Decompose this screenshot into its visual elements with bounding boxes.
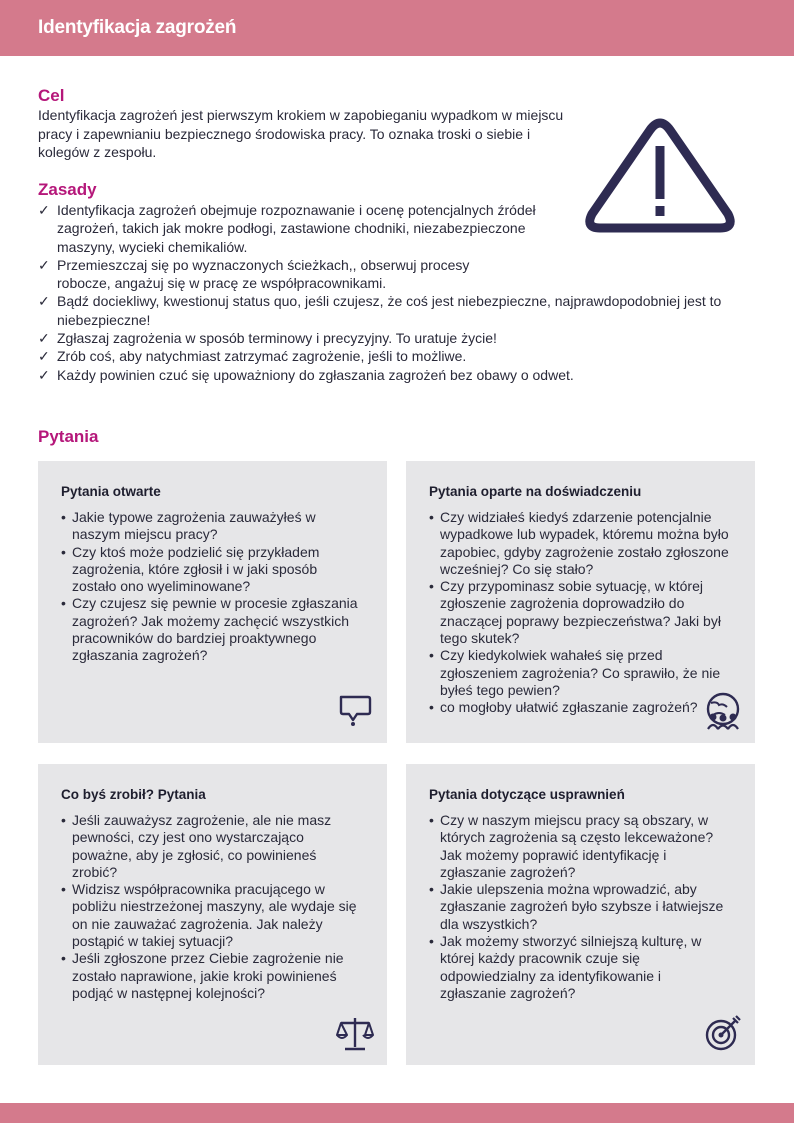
question-card-improvements (406, 764, 755, 1065)
rule-item: ✓ Bądź dociekliwy, kwestionuj status quo, jeśli czujesz, że coś jest niebezpieczne, najprawdopodobniej jest to niebezpieczne! (38, 293, 722, 328)
goal-text: Identyfikacja zagrożeń jest pierwszym krokiem w zapobieganiu wypadkom w miejscu pracy i zapewnianiu bezpiecznego środowiska pracy. To oznaka troski o siebie i kolegów z zespołu. (38, 107, 564, 160)
question-item: • Czy w naszym miejscu pracy są obszary, w których zagrożenia są często lekceważone? Jak możemy poprawić identyfikację i zgłaszanie zagrożeń? (429, 812, 714, 880)
card-title: Pytania dotyczące usprawnień (429, 787, 625, 802)
question-item: • Czy ktoś może podzielić się przykładem zagrożenia, które zgłosił i w jaki sposób zostało ono wyeliminowane? (61, 543, 320, 595)
question-item: • Jakie ulepszenia można wprowadzić, aby zgłaszanie zagrożeń było szybsze i łatwiejsze dla wszystkich? (429, 881, 724, 932)
check-icon: ✓ (38, 256, 50, 273)
card-question-list (429, 812, 729, 1002)
question-item: • Jeśli zgłoszone przez Ciebie zagrożenie nie zostało naprawione, jakie kroki powinieneś podjąć w następnej kolejności? (61, 950, 344, 1001)
question-item: • Czy widziałeś kiedyś zdarzenie potencjalnie wypadkowe lub wypadek, któremu można było zapobiec, gdyby zagrożenie zostało zgłoszone wcześniej? Co się stało? (429, 509, 729, 577)
card-title: Pytania oparte na doświadczeniu (429, 484, 642, 499)
page-title: Identyfikacja zagrożeń (38, 17, 237, 38)
rule-item: ✓ Każdy powinien czuć się upoważniony do zgłaszania zagrożeń bez obawy o odwet. (38, 366, 574, 383)
question-card-what-would-you-do (38, 764, 387, 1065)
question-item: • Czy czujesz się pewnie w procesie zgłaszania zagrożeń? Jak możemy zachęcić wszystkich pracowników do bardziej proaktywnego zgłaszania zagrożeń? (61, 595, 358, 664)
rule-item: ✓ Identyfikacja zagrożeń obejmuje rozpoznawanie i ocenę potencjalnych źródeł zagrożeń, takich jak mokre podłogi, zastawione chodniki, niezabezpieczone maszyny, wycieki chemikaliów. (38, 202, 536, 255)
rule-item: ✓ Zrób coś, aby natychmiast zatrzymać zagrożenie, jeśli to możliwe. (38, 348, 467, 365)
rules-list (38, 201, 758, 384)
card-title: Co byś zrobił? Pytania (61, 787, 206, 802)
rule-item: ✓ Przemieszczaj się po wyznaczonych ścieżkach,, obserwuj procesy robocze, angażuj się w pracę ze współpracownikami. (38, 256, 470, 292)
question-item: • Jeśli zauważysz zagrożenie, ale nie masz pewności, czy jest ono wystarczająco poważne, aby je zgłosić, co powinieneś zrobić? (61, 812, 332, 880)
question-item: • Widzisz współpracownika pracującego w pobliżu niestrzeżonej maszyny, ale wydaje się on nie zauważać zagrożenia. Jak należy postąpić w takiej sytuacji? (61, 881, 357, 950)
question-item: • Jakie typowe zagrożenia zauważyłeś w naszym miejscu pracy? (61, 509, 316, 543)
goal-heading: Cel (38, 86, 65, 105)
header-banner (0, 0, 794, 56)
question-item: • co mogłoby ułatwić zgłaszanie zagrożeń? (429, 699, 698, 716)
card-question-list (61, 509, 361, 665)
scales-icon (335, 1013, 375, 1053)
questions-heading: Pytania (38, 427, 99, 446)
check-icon: ✓ (38, 202, 50, 218)
card-question-list (429, 509, 729, 717)
question-item: • Jak możemy stworzyć silniejszą kulturę, w której każdy pracownik czuje się odpowiedzialny za identyfikowanie i zgłaszanie zagrożeń? (429, 933, 702, 1001)
check-icon: ✓ (38, 366, 50, 383)
check-icon: ✓ (38, 293, 50, 310)
question-item: • Czy przypominasz sobie sytuację, w której zgłoszenie zagrożenia doprowadziło do znaczącej poprawy bezpieczeństwa? Jaki był tego skutek? (429, 578, 721, 647)
target-arrow-icon (703, 1013, 743, 1053)
question-card-experience (406, 461, 755, 743)
rules-heading: Zasady (38, 180, 97, 199)
card-question-list (61, 812, 361, 1002)
check-icon: ✓ (38, 330, 50, 347)
check-icon: ✓ (38, 348, 50, 365)
globe-people-icon (703, 691, 743, 731)
footer-banner (0, 1103, 794, 1123)
question-card-open (38, 461, 387, 743)
speech-bubble-icon (335, 691, 375, 731)
rule-item: ✓ Zgłaszaj zagrożenia w sposób terminowy i precyzyjny. To uratuje życie! (38, 330, 497, 347)
question-item: • Czy kiedykolwiek wahałeś się przed zgłoszeniem zagrożenia? Co sprawiło, że nie byłeś tego pewien? (429, 647, 721, 698)
card-title: Pytania otwarte (61, 484, 161, 499)
